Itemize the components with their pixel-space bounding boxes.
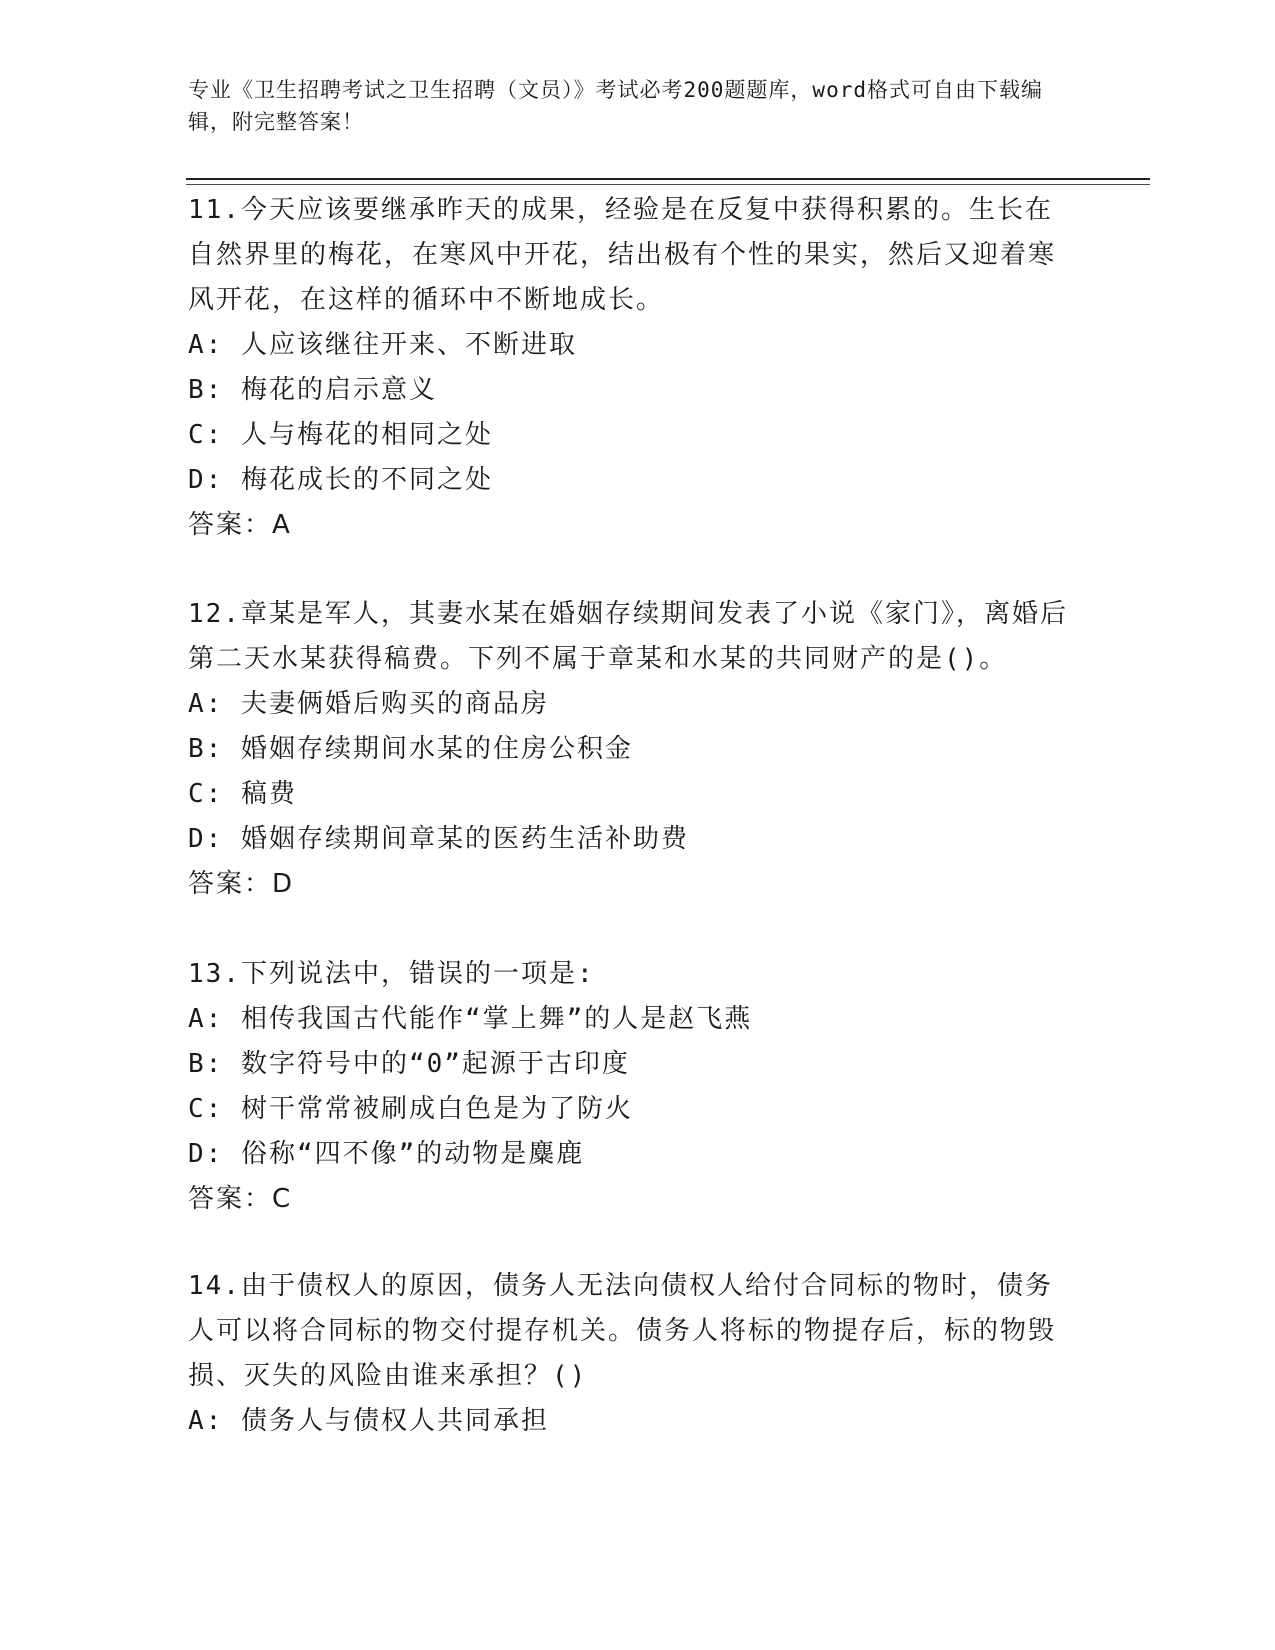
option-c: C: 稿费	[188, 779, 297, 809]
answer-line: 答案：A	[188, 510, 292, 540]
question-stem: 14.由于债权人的原因，债务人无法向债权人给付合同标的物时，债务人可以将合同标的物交付提存机关。债务人将标的物提存后，标的物毁损、灭失的风险由谁来承担？()	[188, 1271, 1057, 1391]
option-a: A: 债务人与债权人共同承担	[188, 1406, 549, 1436]
question-13	[188, 952, 1078, 1222]
option-d: D: 婚姻存续期间章某的医药生活补助费	[188, 824, 689, 854]
option-b: B: 数字符号中的“0”起源于古印度	[188, 1049, 630, 1079]
question-11	[188, 188, 1078, 548]
answer-line: 答案：C	[188, 1184, 293, 1214]
option-c: C: 树干常常被刷成白色是为了防火	[188, 1094, 633, 1124]
option-d: D: 俗称“四不像”的动物是麋鹿	[188, 1139, 585, 1169]
header-divider-thin	[186, 184, 1150, 185]
option-d: D: 梅花成长的不同之处	[188, 465, 493, 495]
question-stem: 12.章某是军人，其妻水某在婚姻存续期间发表了小说《家门》，离婚后第二天水某获得稿费。下列不属于章某和水某的共同财产的是()。	[188, 599, 1068, 674]
answer-line: 答案：D	[188, 869, 295, 899]
option-c: C: 人与梅花的相同之处	[188, 420, 493, 450]
option-b: B: 梅花的启示意义	[188, 375, 437, 405]
option-b: B: 婚姻存续期间水某的住房公积金	[188, 734, 633, 764]
question-stem: 11.今天应该要继承昨天的成果，经验是在反复中获得积累的。生长在自然界里的梅花，在寒风中开花，结出极有个性的果实，然后又迎着寒风开花，在这样的循环中不断地成长。	[188, 195, 1057, 315]
header-divider-thick	[186, 178, 1150, 180]
question-stem: 13.下列说法中，错误的一项是:	[188, 959, 595, 989]
question-14	[188, 1264, 1078, 1444]
option-a: A: 人应该继往开来、不断进取	[188, 330, 577, 360]
document-header: 专业《卫生招聘考试之卫生招聘（文员）》考试必考200题题库，word格式可自由下载编辑，附完整答案！	[188, 78, 1043, 134]
question-12	[188, 592, 1078, 907]
option-a: A: 相传我国古代能作“掌上舞”的人是赵飞燕	[188, 1004, 753, 1034]
option-a: A: 夫妻俩婚后购买的商品房	[188, 689, 549, 719]
